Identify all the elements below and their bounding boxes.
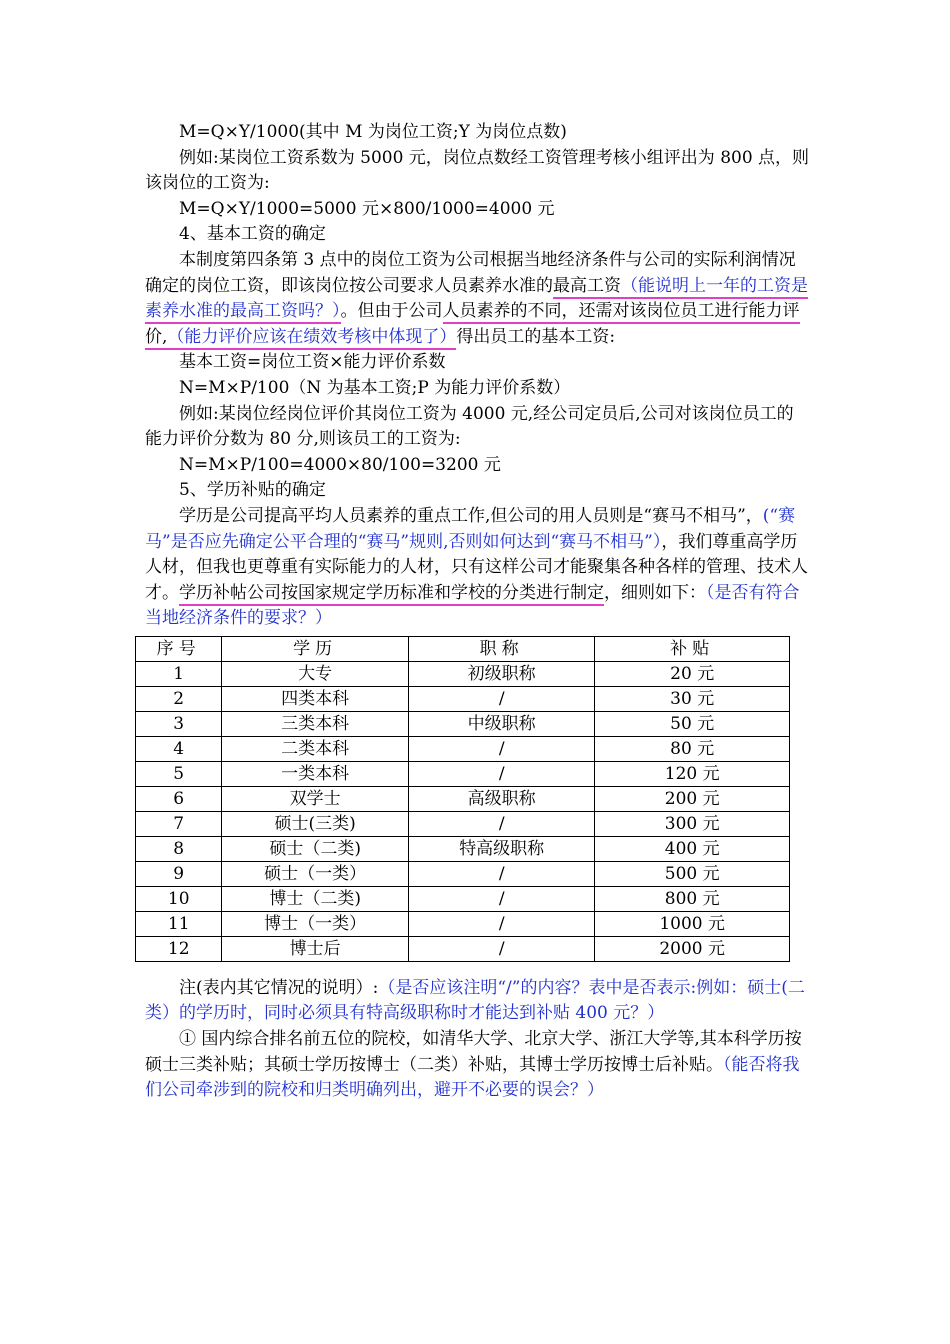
table-row: 10 博士（二类) / 800 元 <box>136 886 790 911</box>
comment-horse-race: (“赛马”是否应先确定公平合理的“赛马”规则,否则如何达到“赛马不相马”） <box>145 505 796 552</box>
comment-ability-eval: （能力评价应该在绩效考核中体现了） <box>167 327 456 350</box>
header-index: 序号 <box>136 636 222 661</box>
table-body <box>136 661 790 961</box>
highlight-ability-eval: 人员素养的不同，还需对该岗位员工进行能力评价, <box>145 301 800 350</box>
document-body <box>145 120 810 1104</box>
formula-n-calc: N=M×P/100=4000×80/100=3200 元 <box>179 454 501 475</box>
header-title: 职称 <box>408 636 594 661</box>
example-2: 例如:某岗位经岗位评价其岗位工资为 4000 元,经公司定员后,公司对该岗位员工的能力评价分数为 80 分,则该员工的工资为: <box>145 403 794 450</box>
formula-m: M=Q×Y/1000 <box>179 122 300 142</box>
note-item-1: ① 国内综合排名前五位的院校，如清华大学、北京大学、浙江大学等,其本科学历按硕士三类补贴；其硕士学历按博士（二类）补贴，其博士学历按博士后补贴。（能否将我们公司牵涉到的院校和归类明确列出，避开不必要的误会？） <box>145 1029 802 1101</box>
comment-local-economy: （是否有符合当地经济条件的要求？） <box>145 582 800 629</box>
table-row: 1 大专 初级职称 20 元 <box>136 661 790 686</box>
formula-n: N=M×P/100（N 为基本工资;P 为能力评价系数） <box>179 377 571 398</box>
table-row: 6 双学士 高级职称 200 元 <box>136 786 790 811</box>
base-salary-paragraph: 本制度第四条第 3 点中的岗位工资为公司根据当地经济条件与公司的实际利润情况确定的岗位工资，即该岗位按公司要求人员素养水准的最高工资（能说明上一年的工资是素养水准的最高工资吗？）。但由于公司人员素养的不同，还需对该岗位员工进行能力评价,（能力评价应该在绩效考核中体现了）得出员工的基本工资: <box>145 248 810 350</box>
allowance-table <box>135 636 790 962</box>
education-paragraph: 学历是公司提高平均人员素养的重点工作,但公司的用人员则是“赛马不相马”，(“赛马”是否应先确定公平合理的“赛马”规则,否则如何达到“赛马不相马”），我们尊重高学历人材，但我也更尊重有实际能力的人材，只有这样公司才能聚集各种各样的管理、技术人才。学历补帖公司按国家规定学历标准和学校的分类进行制定，细则如下：（是否有符合当地经济条件的要求？） <box>145 505 808 629</box>
example-1: 例如:某岗位工资系数为 5000 元，岗位点数经工资管理考核小组评出为 800 点，则该岗位的工资为: <box>145 147 810 194</box>
table-row: 7 硕士(三类) / 300 元 <box>136 811 790 836</box>
formula-m-calc: M=Q×Y/1000=5000 元×800/1000=4000 元 <box>179 198 555 219</box>
comment-max-salary: （能说明上一年的工资是素养水准的最高工资吗？） <box>145 276 808 325</box>
heading-4: 4、基本工资的确定 <box>179 224 326 245</box>
formula-m-note: (其中 M 为岗位工资;Y 为岗位点数) <box>299 122 567 142</box>
highlight-max-salary: 最高工资 <box>553 276 621 299</box>
table-row: 11 博士（一类） / 1000 元 <box>136 911 790 936</box>
highlight-edu-standard: 学历补帖公司按国家规定学历标准和学校的分类进行制定 <box>179 583 604 606</box>
table-row: 9 硕士（一类） / 500 元 <box>136 861 790 886</box>
table-header-row <box>136 636 790 661</box>
comment-school-list: （能否将我们公司牵涉到的院校和归类明确列出，避开不必要的误会？） <box>145 1054 800 1101</box>
table-row: 2 四类本科 / 30 元 <box>136 686 790 711</box>
table-row: 3 三类本科 中级职称 50 元 <box>136 711 790 736</box>
heading-5: 5、学历补贴的确定 <box>179 480 326 501</box>
comment-table-note: （是否应该注明“/”的内容？表中是否表示:例如：硕士(二类）的学历时，同时必须具有特高级职称时才能达到补贴 400 元？） <box>145 977 805 1024</box>
formula-m-line <box>145 120 810 146</box>
header-allowance: 补贴 <box>595 636 790 661</box>
table-row: 12 博士后 / 2000 元 <box>136 936 790 961</box>
header-education: 学历 <box>222 636 409 661</box>
table-row: 8 硕士（二类) 特高级职称 400 元 <box>136 836 790 861</box>
table-row: 5 一类本科 / 120 元 <box>136 761 790 786</box>
formula-n-text: 基本工资=岗位工资×能力评价系数 <box>179 352 446 373</box>
table-row: 4 二类本科 / 80 元 <box>136 736 790 761</box>
table-note: 注(表内其它情况的说明）:（是否应该注明“/”的内容？表中是否表示:例如：硕士(二类）的学历时，同时必须具有特高级职称时才能达到补贴 400 元？） <box>145 977 805 1024</box>
